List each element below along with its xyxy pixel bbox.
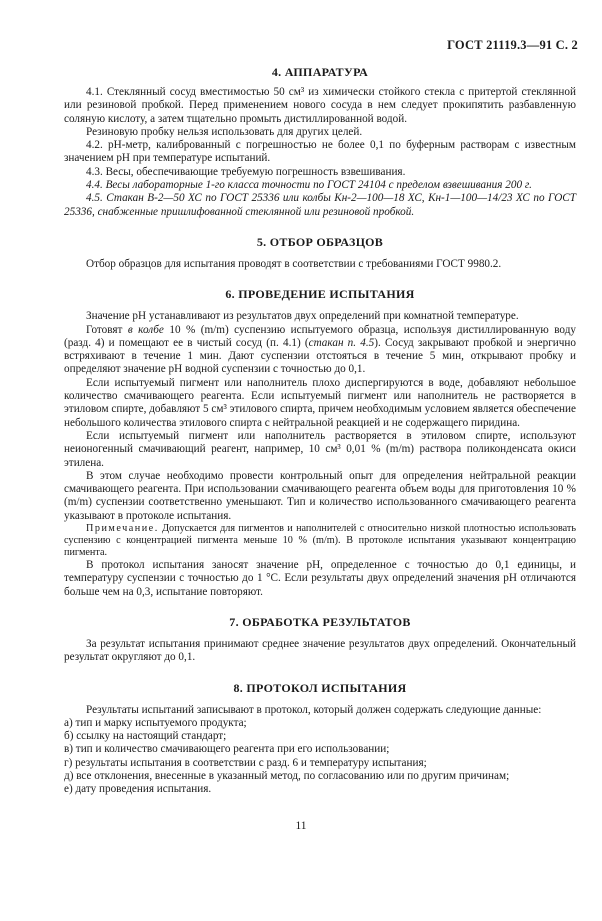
list-item: е) дату проведения испытания. xyxy=(64,783,212,796)
note-text: Допускается для пигментов и наполнителей с относительно низкой плотностью использовать суспензию с концентрацией пигмента меньше 10 % (m/m). В протоколе испытания указывают концентрацию пигмента. xyxy=(64,523,576,559)
list-item: г) результаты испытания в соответствии с разд. 6 и температуру испытания; xyxy=(64,756,427,769)
paragraph-6-2 xyxy=(64,324,576,377)
list-item: а) тип и марку испытуемого продукта; xyxy=(64,716,247,729)
protocol-list xyxy=(64,717,576,797)
paragraph-8-intro: Результаты испытаний записывают в протокол, который должен содержать следующие данные: xyxy=(86,703,542,716)
list-item: д) все отклонения, внесенные в указанный метод, по согласованию или по другим причинам; xyxy=(64,769,510,782)
paragraph-6-2-part-b: 10 % (m/m) суспензию испытуемого образца, используя дистиллированную воду (разд. 4) и помещают ее в чистый сосуд (п. 4.1) ( xyxy=(64,323,576,349)
paragraph-6-5: В этом случае необходимо провести контрольный опыт для определения нейтральной реакции смачивающего реагента. При использовании смачивающего реагента объем воды для приготовления 10 % (m/m) суспензии соответственно уменьшают. Тип и количество использованного смачивающего реагента указывают в протоколе испытания. xyxy=(64,469,576,522)
paragraph-6-2-italic-2: стакан п. 4.5 xyxy=(308,336,375,349)
section-4-title: 4. АППАРАТУРА xyxy=(271,65,369,79)
paragraph-4-1: 4.1. Стеклянный сосуд вместимостью 50 см³ из химически стойкого стекла с притертой стеклянной или резиновой пробкой. Перед применением нового сосуда в нем следует прокипятить разбавленную соляную кислоту, а затем тщательно промыть дистиллированной водой. xyxy=(64,86,576,125)
section-7-title: 7. ОБРАБОТКА РЕЗУЛЬТАТОВ xyxy=(229,614,411,629)
section-6-title: 6. ПРОВЕДЕНИЕ ИСПЫТАНИЯ xyxy=(225,287,415,302)
paragraph-6-3: Если испытуемый пигмент или наполнитель плохо диспергируются в воде, добавляют небольшое количество смачивающего реагента. Если испытуемый пигмент или наполнитель не растворяется в этиловом спирте, добавляют 5 см³ этилового спирта, причем необходимым условием является обеспечение небольшого количества этилового спирта с нейтральной реакцией и не содержащего пиридина. xyxy=(64,376,576,429)
paragraph-4-3: 4.3. Весы, обеспечивающие требуемую погрешность взвешивания. xyxy=(86,165,406,178)
paragraph-5-1: Отбор образцов для испытания проводят в соответствии с требованиями ГОСТ 9980.2. xyxy=(86,257,502,270)
paragraph-7-1: За результат испытания принимают среднее значение результатов двух определений. Окончательный результат округляют до 0,1. xyxy=(64,637,576,664)
paragraph-4-2: 4.2. рН-метр, калиброванный с погрешностью не более 0,1 по буферным растворам с известным значением рН при температуре испытаний. xyxy=(64,139,576,165)
section-8-title: 8. ПРОТОКОЛ ИСПЫТАНИЯ xyxy=(233,680,407,695)
paragraph-4-4: 4.4. Весы лабораторные 1-го класса точности по ГОСТ 24104 с пределом взвешивания 200 г. xyxy=(86,179,532,192)
paragraph-4-1-note: Резиновую пробку нельзя использовать для других целей. xyxy=(86,125,363,138)
note-6 xyxy=(64,523,576,559)
paragraph-6-6: В протокол испытания заносят значение рН, определенное с точностью до 0,1 единицы, и температуру суспензии с точностью до 1 °С. Если результаты двух определений значения рН отличаются больше чем на 0,3, испытание повторяют. xyxy=(64,559,576,598)
standard-reference: ГОСТ 21119.3—91 С. 2 xyxy=(447,38,578,52)
section-5-title: 5. ОТБОР ОБРАЗЦОВ xyxy=(256,234,384,249)
note-label: Примечание. xyxy=(86,523,159,535)
page-number: 11 xyxy=(295,820,307,832)
paragraph-6-2-italic-1: в колбе xyxy=(127,323,164,336)
page-content xyxy=(64,64,576,797)
paragraph-6-2-part-c: ). Сосуд закрывают пробкой и энергично встряхивают в течение 1 мин. Дают суспензии отстояться в течение 5 мин, открывают пробку и определяют значение рН водной суспензии с точностью до 0,1. xyxy=(64,336,576,376)
list-item: б) ссылку на настоящий стандарт; xyxy=(64,730,227,743)
paragraph-4-5: 4.5. Стакан В-2—50 ХС по ГОСТ 25336 или колбы Кн-2—100—18 ХС, Кн-1—100—14/23 ХС по ГОСТ 25336, снабженные пришлифованной стеклянной или резиновой пробкой. xyxy=(64,192,576,218)
paragraph-6-4: Если испытуемый пигмент или наполнитель растворяется в этиловом спирте, используют неионогенный смачивающий реагент, например, 10 см³ 0,01 % (m/m) раствора поликонденсата окиси этилена. xyxy=(64,429,576,469)
list-item: в) тип и количество смачивающего реагента при его использовании; xyxy=(64,743,390,756)
paragraph-6-1: Значение рН устанавливают из результатов двух определений при комнатной температуре. xyxy=(86,310,519,323)
paragraph-6-2-part-a: Готовят xyxy=(86,323,128,336)
